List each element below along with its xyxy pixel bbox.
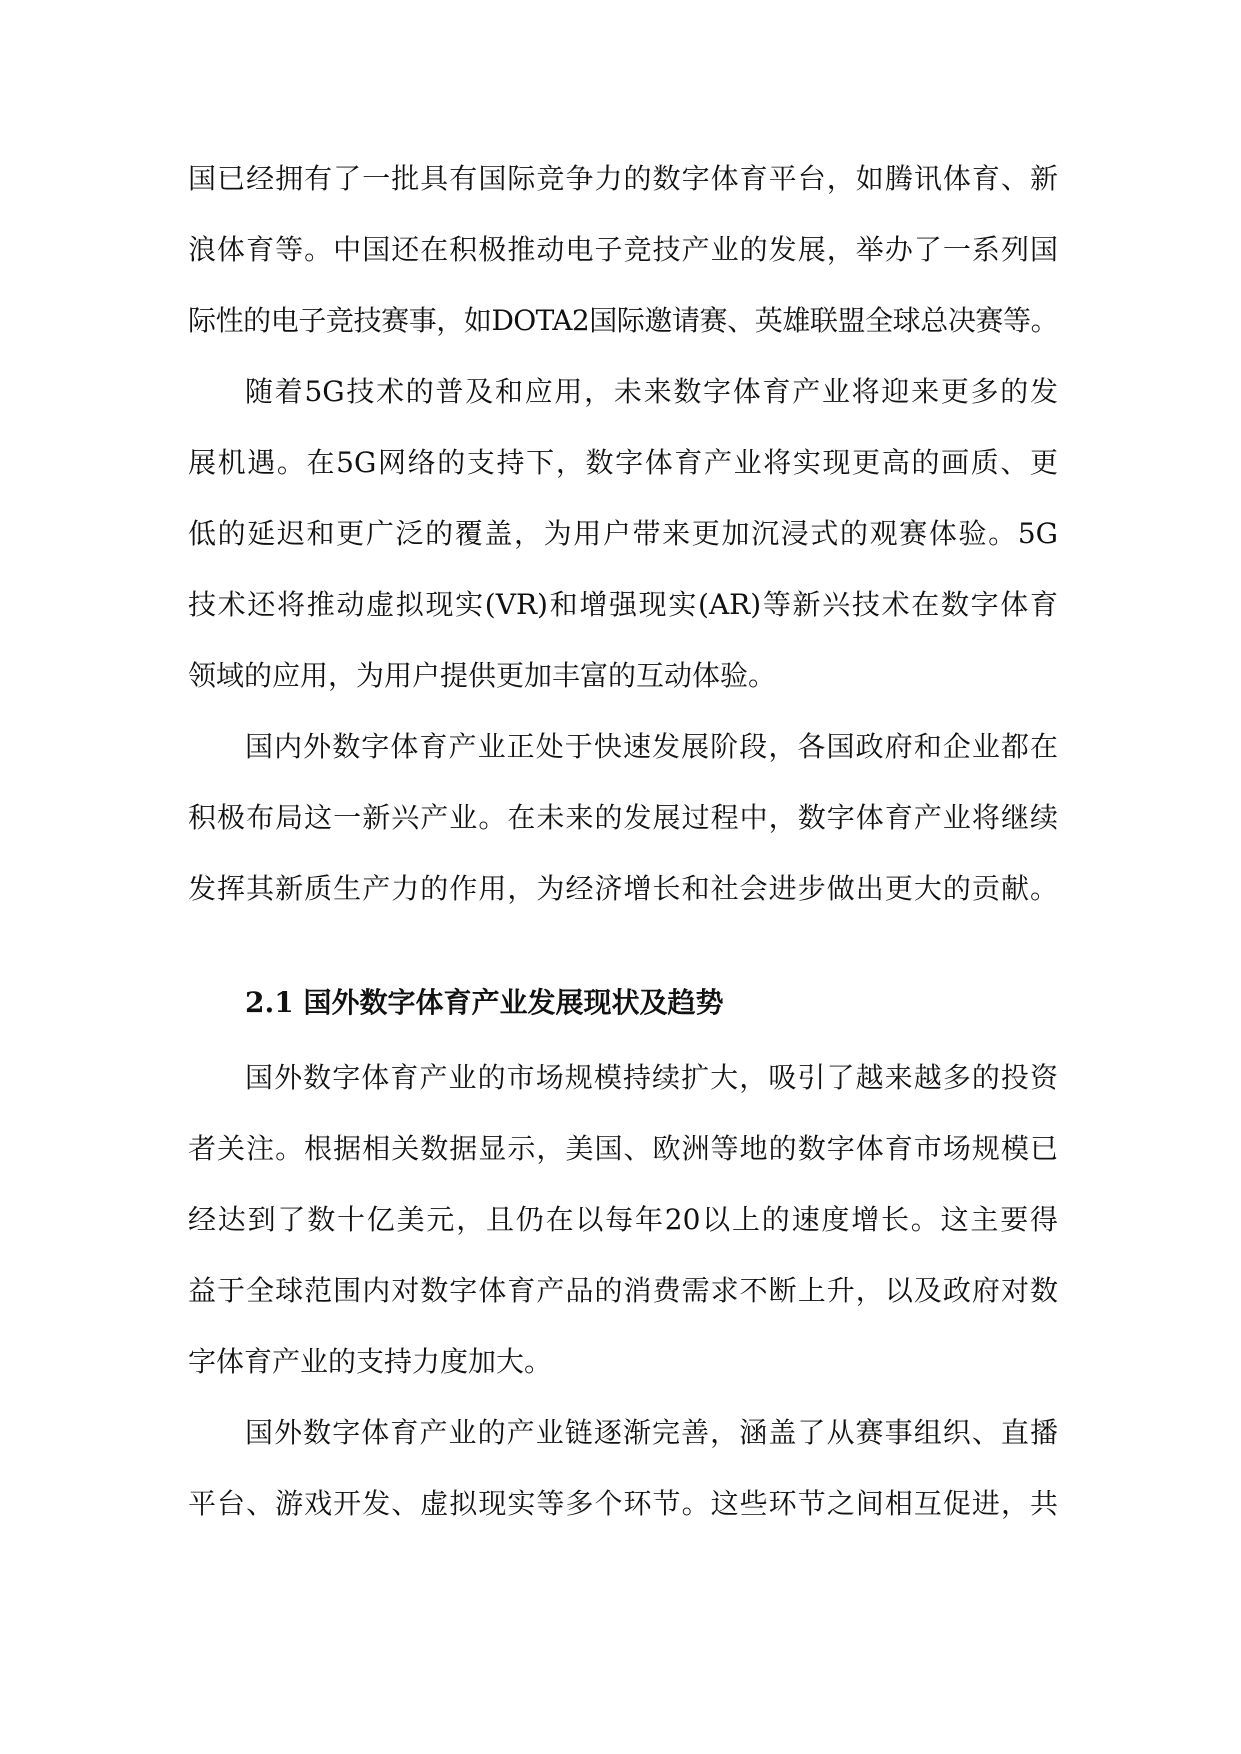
text-line: 平台、游戏开发、虚拟现实等多个环节。这些环节之间相互促进，共 — [188, 1487, 1058, 1520]
text-line: 经达到了数十亿美元，且仍在以每年20以上的速度增长。这主要得 — [188, 1203, 1058, 1236]
paragraph-market-scale — [188, 1042, 1058, 1397]
text-line: 随着5G技术的普及和应用，未来数字体育产业将迎来更多的发 — [245, 375, 1058, 408]
text-line: 国已经拥有了一批具有国际竞争力的数字体育平台，如腾讯体育、新 — [188, 162, 1058, 195]
document-page — [188, 143, 1058, 1539]
text-line: 国外数字体育产业的市场规模持续扩大，吸引了越来越多的投资 — [245, 1061, 1058, 1094]
paragraph-industry-chain — [188, 1397, 1058, 1539]
paragraph-global-development — [188, 711, 1058, 924]
text-line: 发挥其新质生产力的作用，为经济增长和社会进步做出更大的贡献。 — [188, 872, 1058, 905]
text-line: 字体育产业的支持力度加大。 — [188, 1345, 553, 1378]
text-line: 低的延迟和更广泛的覆盖，为用户带来更加沉浸式的观赛体验。5G — [188, 517, 1058, 550]
text-line: 浪体育等。中国还在积极推动电子竞技产业的发展，举办了一系列国 — [188, 233, 1058, 266]
text-line: 展机遇。在5G网络的支持下，数字体育产业将实现更高的画质、更 — [188, 446, 1058, 479]
text-line: 际性的电子竞技赛事，如DOTA2国际邀请赛、英雄联盟全球总决赛等。 — [188, 304, 1058, 337]
section-heading: 2.1 国外数字体育产业发展现状及趋势 — [245, 986, 724, 1019]
text-line: 国内外数字体育产业正处于快速发展阶段，各国政府和企业都在 — [245, 730, 1058, 763]
text-line: 国外数字体育产业的产业链逐渐完善，涵盖了从赛事组织、直播 — [245, 1416, 1058, 1449]
text-line: 益于全球范围内对数字体育产品的消费需求不断上升，以及政府对数 — [188, 1274, 1058, 1307]
paragraph-5g-opportunity — [188, 356, 1058, 711]
text-line: 积极布局这一新兴产业。在未来的发展过程中，数字体育产业将继续 — [188, 801, 1058, 834]
text-line: 技术还将推动虚拟现实(VR)和增强现实(AR)等新兴技术在数字体育 — [188, 588, 1058, 621]
text-line: 领域的应用，为用户提供更加丰富的互动体验。 — [188, 659, 777, 692]
paragraph-china-platforms — [188, 143, 1058, 356]
section-spacer — [188, 924, 1058, 964]
text-line: 者关注。根据相关数据显示，美国、欧洲等地的数字体育市场规模已 — [188, 1132, 1058, 1165]
